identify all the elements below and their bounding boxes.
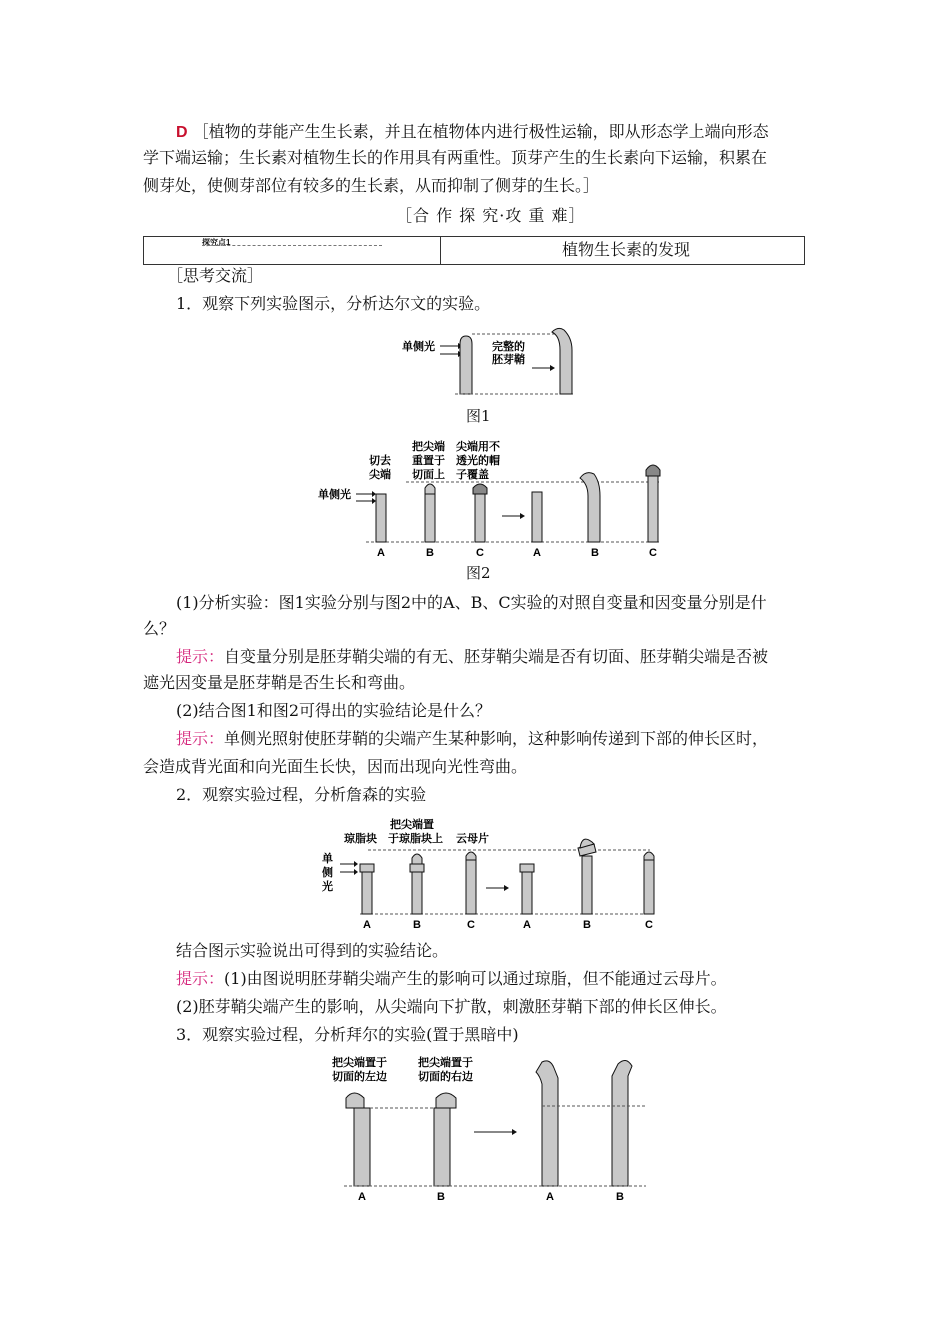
fig2-a-label-2: 尖端	[369, 469, 391, 481]
answer-letter: D	[176, 124, 188, 141]
figure-2	[316, 436, 676, 560]
fig4-a-label-2: 切面的左边	[332, 1071, 387, 1083]
fig3-letter: A	[523, 919, 531, 931]
fig2-c-label-2: 透光的帽	[456, 455, 500, 467]
fig1-label-1: 完整的	[492, 341, 525, 353]
q1-sub2: (2)结合图1和图2可得出的实验结论是什么？	[176, 701, 492, 720]
fig2-b-label-1: 把尖端	[412, 441, 445, 453]
fig3-light-3: 光	[322, 881, 333, 893]
table-right-title: 植物生长素的发现	[562, 240, 691, 259]
fig4-b-label-2: 切面的右边	[418, 1071, 473, 1083]
fig2-letter: C	[476, 547, 484, 559]
fig4-b-label-1: 把尖端置于	[418, 1057, 473, 1069]
fig2-letter: A	[377, 547, 385, 559]
fig4-a-label-1: 把尖端置于	[332, 1057, 387, 1069]
fig3-letter: B	[413, 919, 421, 931]
fig2-c-label-1: 尖端用不	[456, 441, 500, 453]
fig3-c-label: 云母片	[456, 833, 489, 845]
fig3-letter: B	[583, 919, 591, 931]
topic-table	[143, 236, 805, 265]
q1-hint1-line2: 遮光因变量是胚芽鞘是否生长和弯曲。	[143, 673, 416, 692]
fig3-b-label-2: 于琼脂块上	[388, 833, 443, 845]
fig3-letter: C	[645, 919, 653, 931]
q1-title: 1．观察下列实验图示，分析达尔文的实验。	[176, 294, 491, 313]
hint-label: 提示：	[176, 647, 225, 666]
fig4-letter: B	[616, 1191, 624, 1202]
fig2-b-label-2: 重置于	[412, 455, 445, 467]
fig2-caption: 图2	[466, 564, 491, 582]
figure-4	[326, 1054, 656, 1202]
table-left-label: 探究点1	[202, 238, 231, 247]
q2-title: 2．观察实验过程，分析詹森的实验	[176, 785, 427, 804]
fig1-light-label: 单侧光	[402, 341, 435, 353]
q2-prompt: 结合图示实验说出可得到的实验结论。	[176, 941, 449, 960]
q1-hint2-line2: 会造成背光面和向光面生长快，因而出现向光性弯曲。	[143, 757, 528, 776]
fig2-b-label-3: 切面上	[412, 469, 445, 481]
hint-label: 提示：	[176, 729, 225, 748]
hint-label: 提示：	[176, 969, 225, 988]
q1-sub1-line2: 么？	[143, 619, 176, 638]
fig3-letter: A	[363, 919, 371, 931]
fig2-light-label: 单侧光	[318, 489, 351, 501]
q1-sub1-line1: (1)分析实验：图1实验分别与图2中的A、B、C实验的对照自变量和因变量分别是什	[176, 593, 767, 612]
fig2-a-label-1: 切去	[369, 455, 391, 467]
fig4-letter: B	[437, 1191, 445, 1202]
q2-hint-line2: (2)胚芽鞘尖端产生的影响，从尖端向下扩散，刺激胚芽鞘下部的伸长区伸长。	[176, 997, 727, 1016]
think-heading: ［思考交流］	[167, 266, 264, 285]
fig3-light-1: 单	[322, 853, 333, 865]
section-heading: ［合 作 探 究·攻 重 难］	[396, 206, 586, 225]
q3-title: 3．观察实验过程，分析拜尔的实验(置于黑暗中)	[176, 1025, 519, 1044]
fig2-letter: C	[649, 547, 657, 559]
fig2-c-label-3: 子覆盖	[456, 469, 489, 481]
fig4-letter: A	[546, 1191, 554, 1202]
intro-line-2: 学下端运输；生长素对植物生长的作用具有两重性。顶芽产生的生长素向下运输，积累在	[143, 148, 768, 167]
fig3-letter: C	[467, 919, 475, 931]
fig3-light-2: 侧	[322, 867, 333, 879]
intro-line-3: 侧芽处，使侧芽部位有较多的生长素，从而抑制了侧芽的生长。］	[143, 176, 600, 195]
figure-3	[320, 812, 670, 934]
q1-hint1-line1: 提示：自变量分别是胚芽鞘尖端的有无、胚芽鞘尖端是否有切面、胚芽鞘尖端是否被	[176, 647, 769, 666]
q1-hint2-line1: 提示：单侧光照射使胚芽鞘的尖端产生某种影响，这种影响传递到下部的伸长区时，	[176, 729, 769, 748]
fig3-a-label: 琼脂块	[344, 833, 377, 845]
fig1-caption: 图1	[466, 407, 491, 425]
figure-1	[400, 326, 580, 398]
fig2-letter: B	[426, 547, 434, 559]
intro-line-1: D ［植物的芽能产生生长素，并且在植物体内进行极性运输，即从形态学上端向形态	[176, 122, 769, 141]
fig3-b-label-1: 把尖端置	[390, 819, 434, 831]
fig2-letter: A	[533, 547, 541, 559]
fig1-label-2: 胚芽鞘	[492, 354, 525, 366]
fig2-letter: B	[591, 547, 599, 559]
fig4-letter: A	[358, 1191, 366, 1202]
q2-hint-line1: 提示：(1)由图说明胚芽鞘尖端产生的影响可以通过琼脂，但不能通过云母片。	[176, 969, 727, 988]
